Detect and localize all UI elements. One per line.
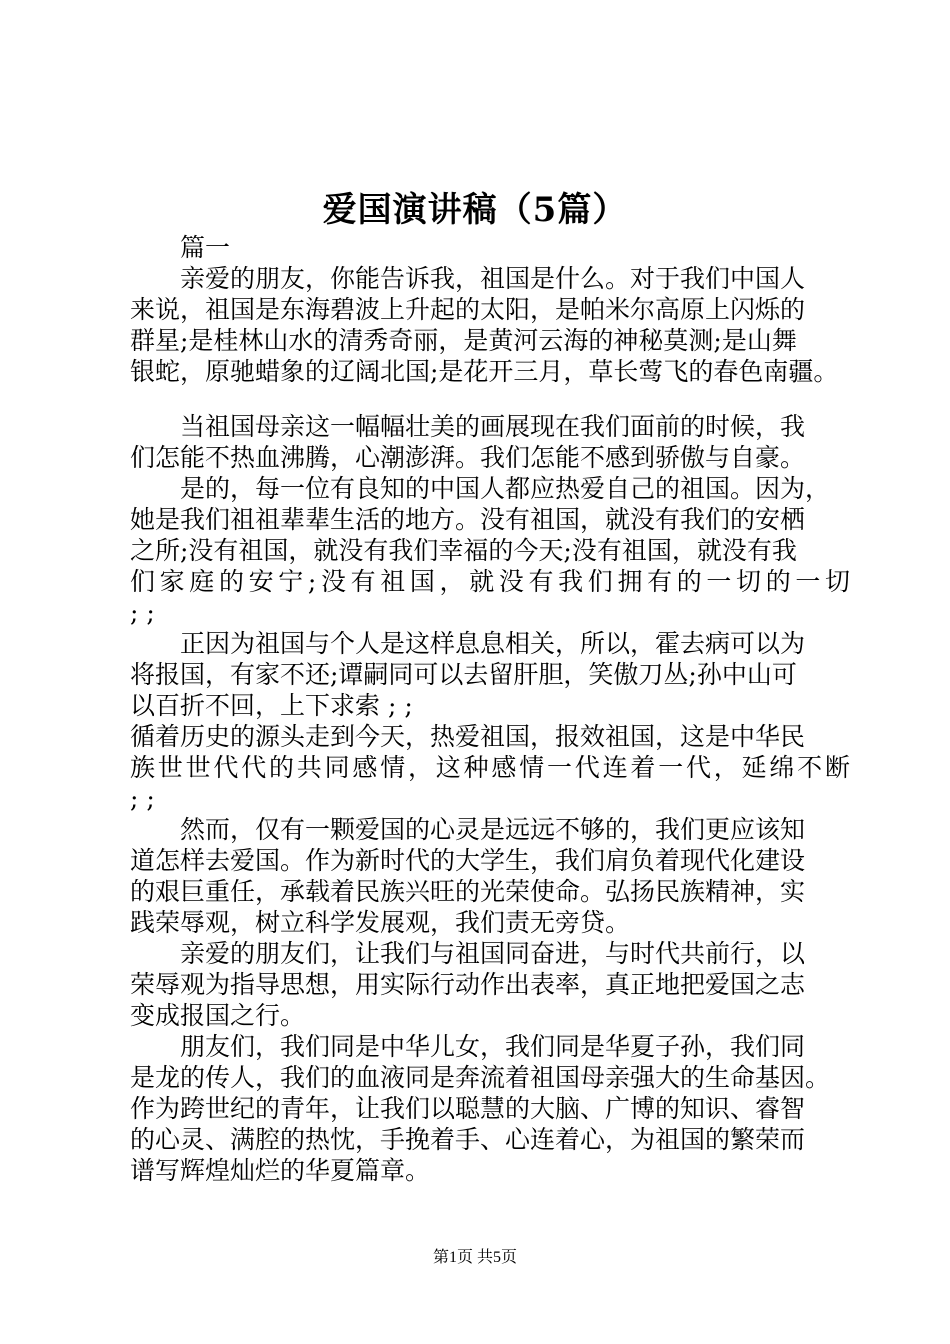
paragraph-line: ; ;: [130, 784, 155, 813]
paragraph-line: 然而，仅有一颗爱国的心灵是远远不够的，我们更应该知: [180, 815, 806, 844]
paragraph-line: 正因为祖国与个人是这样息息相关，所以，霍去病可以为: [180, 629, 806, 658]
paragraph: [130, 263, 850, 387]
paragraph-line: 将报国，有家不还;谭嗣同可以去留肝胆，笑傲刀丛;孙中山可: [130, 660, 797, 689]
paragraph-line: 是龙的传人，我们的血液同是奔流着祖国母亲强大的生命基因。: [130, 1063, 831, 1092]
paragraph-line: 的艰巨重任，承载着民族兴旺的光荣使命。弘扬民族精神，实: [130, 877, 806, 906]
paragraph-line: 践荣辱观，树立科学发展观，我们责无旁贷。: [130, 908, 631, 937]
paragraph-line: 道怎样去爱国。作为新时代的大学生，我们肩负着现代化建设: [130, 846, 806, 875]
paragraph-line: 们家庭的安宁;没有祖国，就没有我们拥有的一切的一切: [130, 567, 850, 596]
paragraph-line: 族世世代代的共同感情，这种感情一代连着一代，延绵不断: [130, 753, 850, 782]
paragraph: [130, 473, 850, 628]
paragraph-line: 亲爱的朋友们，让我们与祖国同奋进，与时代共前行，以: [180, 939, 806, 968]
paragraph-line: 亲爱的朋友，你能告诉我，祖国是什么。对于我们中国人: [180, 264, 806, 293]
paragraph-line: 之所;没有祖国，就没有我们幸福的今天;没有祖国，就没有我: [130, 536, 797, 565]
paragraph-line: 循着历史的源头走到今天，热爱祖国，报效祖国，这是中华民: [130, 722, 806, 751]
paragraph-line: 群星;是桂林山水的清秀奇丽，是黄河云海的神秘莫测;是山舞: [130, 326, 797, 355]
paragraph-line: 的心灵、满腔的热忱，手挽着手、心连着心，为祖国的繁荣而: [130, 1125, 806, 1154]
document-title: 爱国演讲稿（5篇）: [322, 190, 628, 230]
paragraph-gap: [130, 387, 850, 411]
paragraph-line: 作为跨世纪的青年，让我们以聪慧的大脑、广博的知识、睿智: [130, 1094, 806, 1123]
paragraph-line: 来说，祖国是东海碧波上升起的太阳，是帕米尔高原上闪烁的: [130, 295, 806, 324]
page-footer: 第1页 共5页: [432, 1249, 517, 1266]
paragraph: [130, 628, 850, 814]
paragraph-line: ; ;: [130, 598, 155, 627]
paragraph-line: 变成报国之行。: [130, 1001, 306, 1030]
paragraph: [130, 814, 850, 938]
paragraph-line: 谱写辉煌灿烂的华夏篇章。: [130, 1156, 431, 1185]
paragraph: [130, 1031, 850, 1186]
paragraph-line: 她是我们祖祖辈辈生活的地方。没有祖国，就没有我们的安栖: [130, 505, 806, 534]
paragraph-line: 荣辱观为指导思想，用实际行动作出表率，真正地把爱国之志: [130, 970, 806, 999]
paragraph-line: 是的，每一位有良知的中国人都应热爱自己的祖国。因为，: [180, 474, 831, 503]
paragraph-line: 朋友们，我们同是中华儿女，我们同是华夏子孙，我们同: [180, 1032, 806, 1061]
paragraph-line: 银蛇，原驰蜡象的辽阔北国;是花开三月，草长莺飞的春色南疆。: [130, 357, 839, 386]
document-body: [130, 232, 850, 1186]
paragraph-line: 以百折不回，上下求索 ; ;: [130, 691, 413, 720]
section-heading: 篇一: [180, 233, 231, 262]
paragraph-line: 们怎能不热血沸腾，心潮澎湃。我们怎能不感到骄傲与自豪。: [130, 443, 806, 472]
paragraph: [130, 411, 850, 473]
paragraph: [130, 938, 850, 1031]
paragraph-line: 当祖国母亲这一幅幅壮美的画展现在我们面前的时候，我: [180, 412, 806, 441]
